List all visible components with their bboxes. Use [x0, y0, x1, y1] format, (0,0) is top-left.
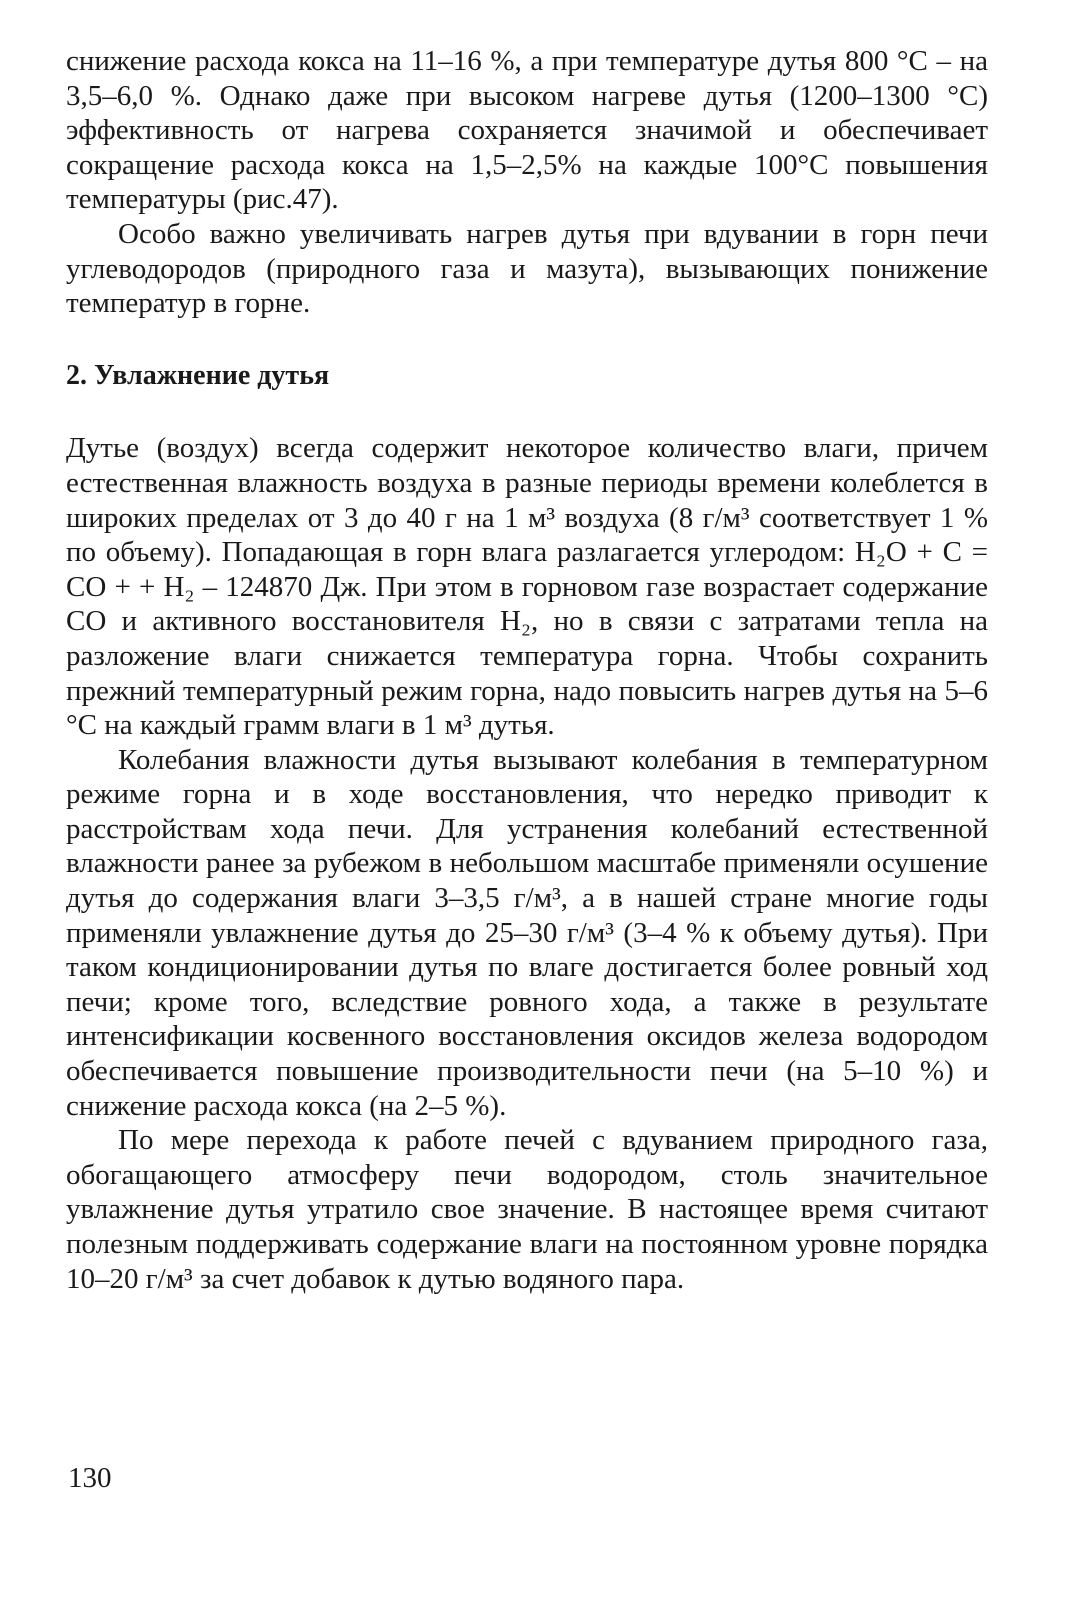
body-text	[66, 44, 988, 1296]
section-heading: 2. Увлажнение дутья	[66, 359, 330, 391]
paragraph-1: снижение расхода кокса на 11–16 %, а при температуре дутья 800 °С – на 3,5–6,0 %. Однако даже при высоком нагреве дутья (1200–1300 °С) эффективность от нагрева сохраняется значимой и обеспечивает сокращение расхода кокса на 1,5–2,5% на каждые 100°С повышения температуры (рис.47).	[66, 45, 988, 216]
paragraph-3: Дутье (воздух) всегда содержит некоторое количество влаги, причем естественная влажность воздуха в разные периоды времени колеблется в широких пределах от 3 до 40 г на 1 м³ воздуха (8 г/м³ соответствует 1 % по объему). Попадающая в горн влага разлагается углеродом: H₂O + C = CO + + H₂ – 124870 Дж. При этом в горновом газе возрастает содержание CO и активного восстановителя H₂, но в связи с затратами тепла на разложение влаги снижается температура горна. Чтобы сохранить прежний температурный режим горна, надо повысить нагрев дутья на 5–6 °С на каждый грамм влаги в 1 м³ дутья.	[66, 432, 988, 742]
paragraph-5: По мере перехода к работе печей с вдуванием природного газа, обогащающего атмосферу печи водородом, столь значительное увлажнение дутья утратило свое значение. В настоящее время считают полезным поддерживать содержание влаги на постоянном уровне порядка 10–20 г/м³ за счет добавок к дутью водяного пара.	[66, 1124, 988, 1295]
paragraph-2: Особо важно увеличивать нагрев дутья при вдувании в горн печи углеводородов (природного газа и мазута), вызывающих понижение температур в горне.	[66, 217, 988, 320]
paragraph-4: Колебания влажности дутья вызывают колебания в температурном режиме горна и в ходе восстановления, что нередко приводит к расстройствам хода печи. Для устранения колебаний естественной влажности ранее за рубежом в небольшом масштабе применяли осушение дутья до содержания влаги 3–3,5 г/м³, а в нашей стране многие годы применяли увлажнение дутья до 25–30 г/м³ (3–4 % к объему дутья). При таком кондиционировании дутья по влаге достигается более ровный ход печи; кроме того, вследствие ровного хода, а также в результате интенсификации косвенного восстановления оксидов железа водородом обеспечивается повышение производительности печи (на 5–10 %) и снижение расхода кокса (на 2–5 %).	[66, 743, 988, 1122]
page-number: 130	[68, 1462, 112, 1494]
